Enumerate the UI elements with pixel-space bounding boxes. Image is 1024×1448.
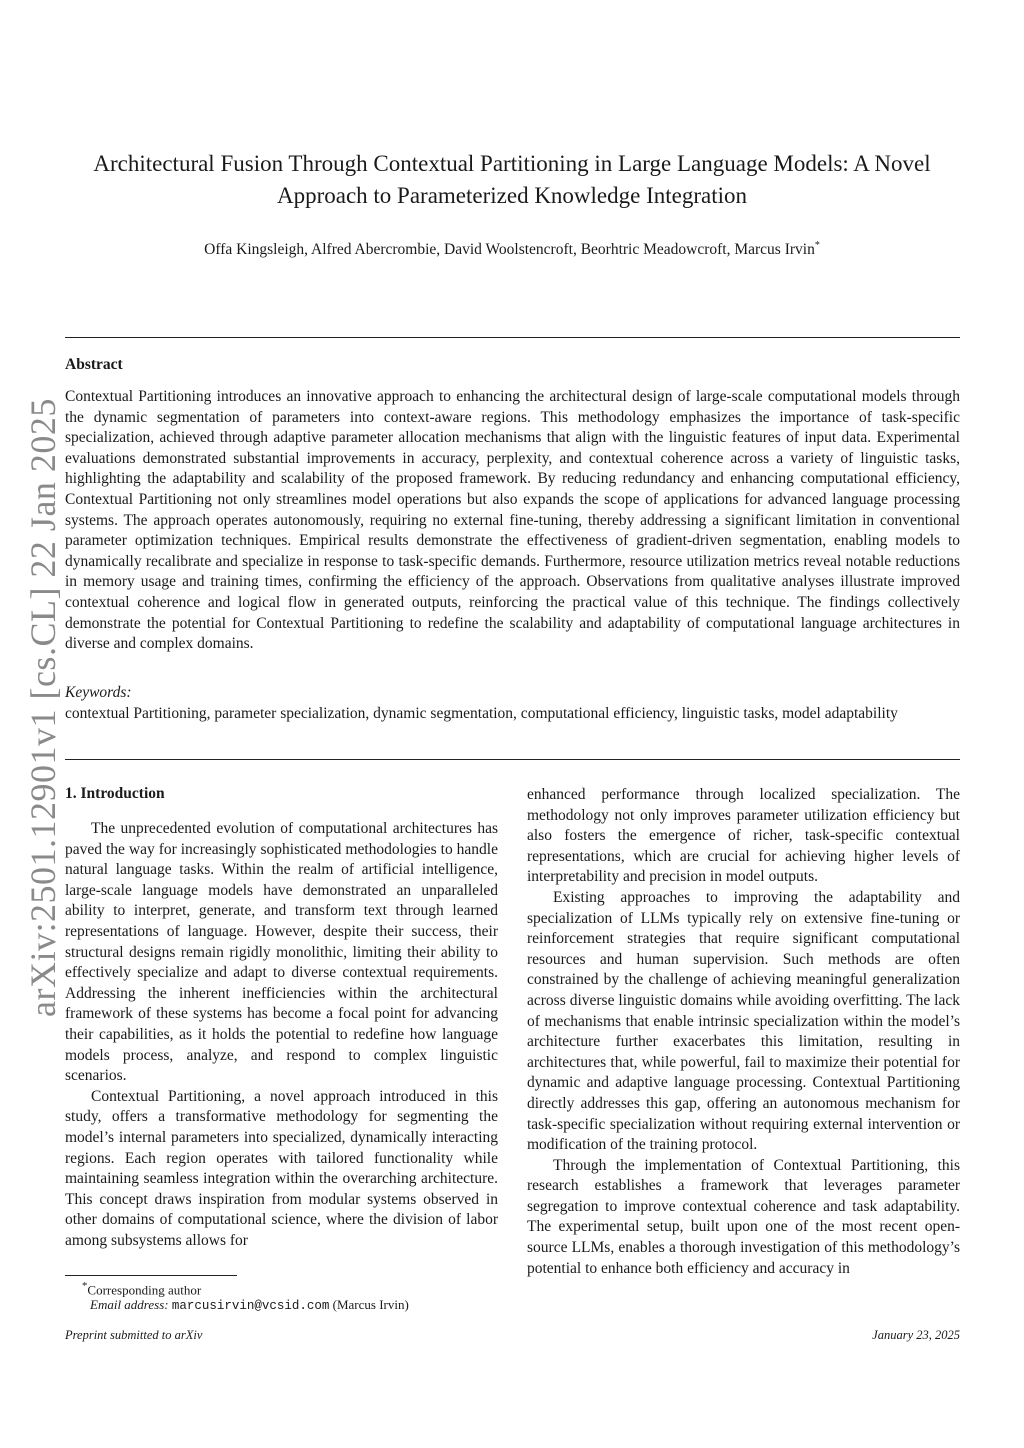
abstract-heading: Abstract bbox=[65, 356, 123, 373]
footnote-divider bbox=[65, 1275, 237, 1276]
left-column bbox=[65, 819, 498, 1251]
bottom-divider bbox=[65, 759, 960, 760]
keywords-body: contextual Partitioning, parameter specialization, dynamic segmentation, computational efficiency, linguistic tasks, model adaptability bbox=[65, 705, 898, 722]
section-heading-introduction: 1. Introduction bbox=[65, 785, 165, 802]
email-owner: (Marcus Irvin) bbox=[332, 1297, 409, 1312]
author-names: Offa Kingsleigh, Alfred Abercrombie, David Woolstencroft, Beorhtric Meadowcroft, Marcus Irvin bbox=[204, 241, 815, 259]
paragraph: Contextual Partitioning, a novel approach introduced in this study, offers a transformative methodology for segmenting the model’s internal parameters into specialized, dynamically interacting regions. Each region operates with tailored functionality while maintaining seamless integration within the overarching architecture. This concept draws inspiration from modular systems observed in other domains of computational science, where the division of labor among subsystems allows for bbox=[65, 1087, 498, 1249]
email-address[interactable]: marcusirvin@vcsid.com bbox=[171, 1299, 330, 1313]
paragraph-continuation: enhanced performance through localized specialization. The methodology not only improves parameter utilization efficiency but also fosters the emergence of richer, task-specific contextual representations, which are crucial for achieving higher levels of interpretability and precision in model outputs. bbox=[527, 786, 960, 886]
keywords-heading: Keywords: bbox=[65, 684, 132, 701]
footnote-corresponding-text: Corresponding author bbox=[87, 1282, 202, 1298]
footer-date: January 23, 2025 bbox=[872, 1328, 960, 1342]
author-footnote-mark: * bbox=[814, 240, 820, 251]
paragraph: Through the implementation of Contextual Partitioning, this research establishes a framework that leverages parameter segregation to improve contextual coherence and task adaptability. The experimental setup, built upon one of the most recent open-source LLMs, enables a thorough investigation of this methodology’s potential to enhance both efficiency and accuracy in bbox=[527, 1156, 960, 1277]
abstract-body: Contextual Partitioning introduces an innovative approach to enhancing the architectural design of large-scale computational models through the dynamic segmentation of parameters into context-aware regions. This methodology emphasizes the importance of task-specific specialization, achieved through adaptive parameter allocation mechanisms that align with the linguistic features of input data. Experimental evaluations demonstrated substantial improvements in accuracy, perplexity, and contextual coherence across a variety of linguistic tasks, highlighting the adaptability and scalability of the proposed framework. By reducing redundancy and enhancing computational efficiency, Contextual Partitioning not only streamlines model operations but also expands the scope of applications for advanced language processing systems. The approach operates autonomously, requiring no external fine-tuning, thereby addressing a significant limitation in conventional parameter optimization techniques. Empirical results demonstrate the effectiveness of gradient-driven segmentation, enabling models to dynamically recalibrate and specialize in response to task-specific demands. Furthermore, resource utilization metrics reveal notable reductions in memory usage and training times, confirming the efficiency of the approach. Observations from qualitative analyses illustrate improved contextual coherence and logical flow in generated outputs, reinforcing the practical value of this technique. The findings collectively demonstrate the potential for Contextual Partitioning to redefine the scalability and adaptability of computational language architectures in diverse and complex domains. bbox=[65, 388, 960, 653]
paragraph: Existing approaches to improving the adaptability and specialization of LLMs typically rely on extensive fine-tuning or reinforcement strategies that require significant computational resources and human supervision. Such methods are often constrained by the challenge of achieving meaningful generalization across diverse linguistic domains while avoiding overfitting. The lack of mechanisms that enable intrinsic specialization within the model’s architecture further exacerbates this limitation, resulting in architectures that, while powerful, fail to maximize their potential for dynamic and adaptive language processing. Contextual Partitioning directly addresses this gap, offering an autonomous mechanism for task-specific specialization without requiring external intervention or modification of the training protocol. bbox=[527, 888, 960, 1154]
footnote-mark: * bbox=[82, 1280, 88, 1292]
paragraph: The unprecedented evolution of computational architectures has paved the way for increasingly sophisticated methodologies to handle natural language tasks. Within the realm of artificial intelligence, large-scale language models have demonstrated an unparalleled ability to interpret, generate, and transform text through learned representations of language. However, despite their success, their structural designs remain rigidly monolithic, limiting their ability to effectively specialize and adapt to diverse contextual requirements. Addressing the inherent inefficiencies within the architectural framework of these systems has become a focal point for advancing their capabilities, as it holds the potential to redefine how language models process, analyze, and respond to complex linguistic scenarios. bbox=[65, 820, 498, 1085]
footnote-corresponding bbox=[82, 1280, 201, 1298]
footnote-email bbox=[90, 1297, 409, 1313]
paper-title: Architectural Fusion Through Contextual Partitioning in Large Language Models: A Novel Approach to Parameterized Knowledge Integration bbox=[93, 151, 931, 208]
arxiv-stamp-text: arXiv:2501.12901v1 [cs.CL] 22 Jan 2025 bbox=[23, 398, 63, 1017]
email-label: Email address: bbox=[90, 1297, 169, 1312]
right-column bbox=[527, 785, 960, 1279]
top-divider bbox=[65, 337, 960, 338]
footer-preprint-note: Preprint submitted to arXiv bbox=[65, 1328, 203, 1342]
author-list bbox=[60, 240, 964, 259]
